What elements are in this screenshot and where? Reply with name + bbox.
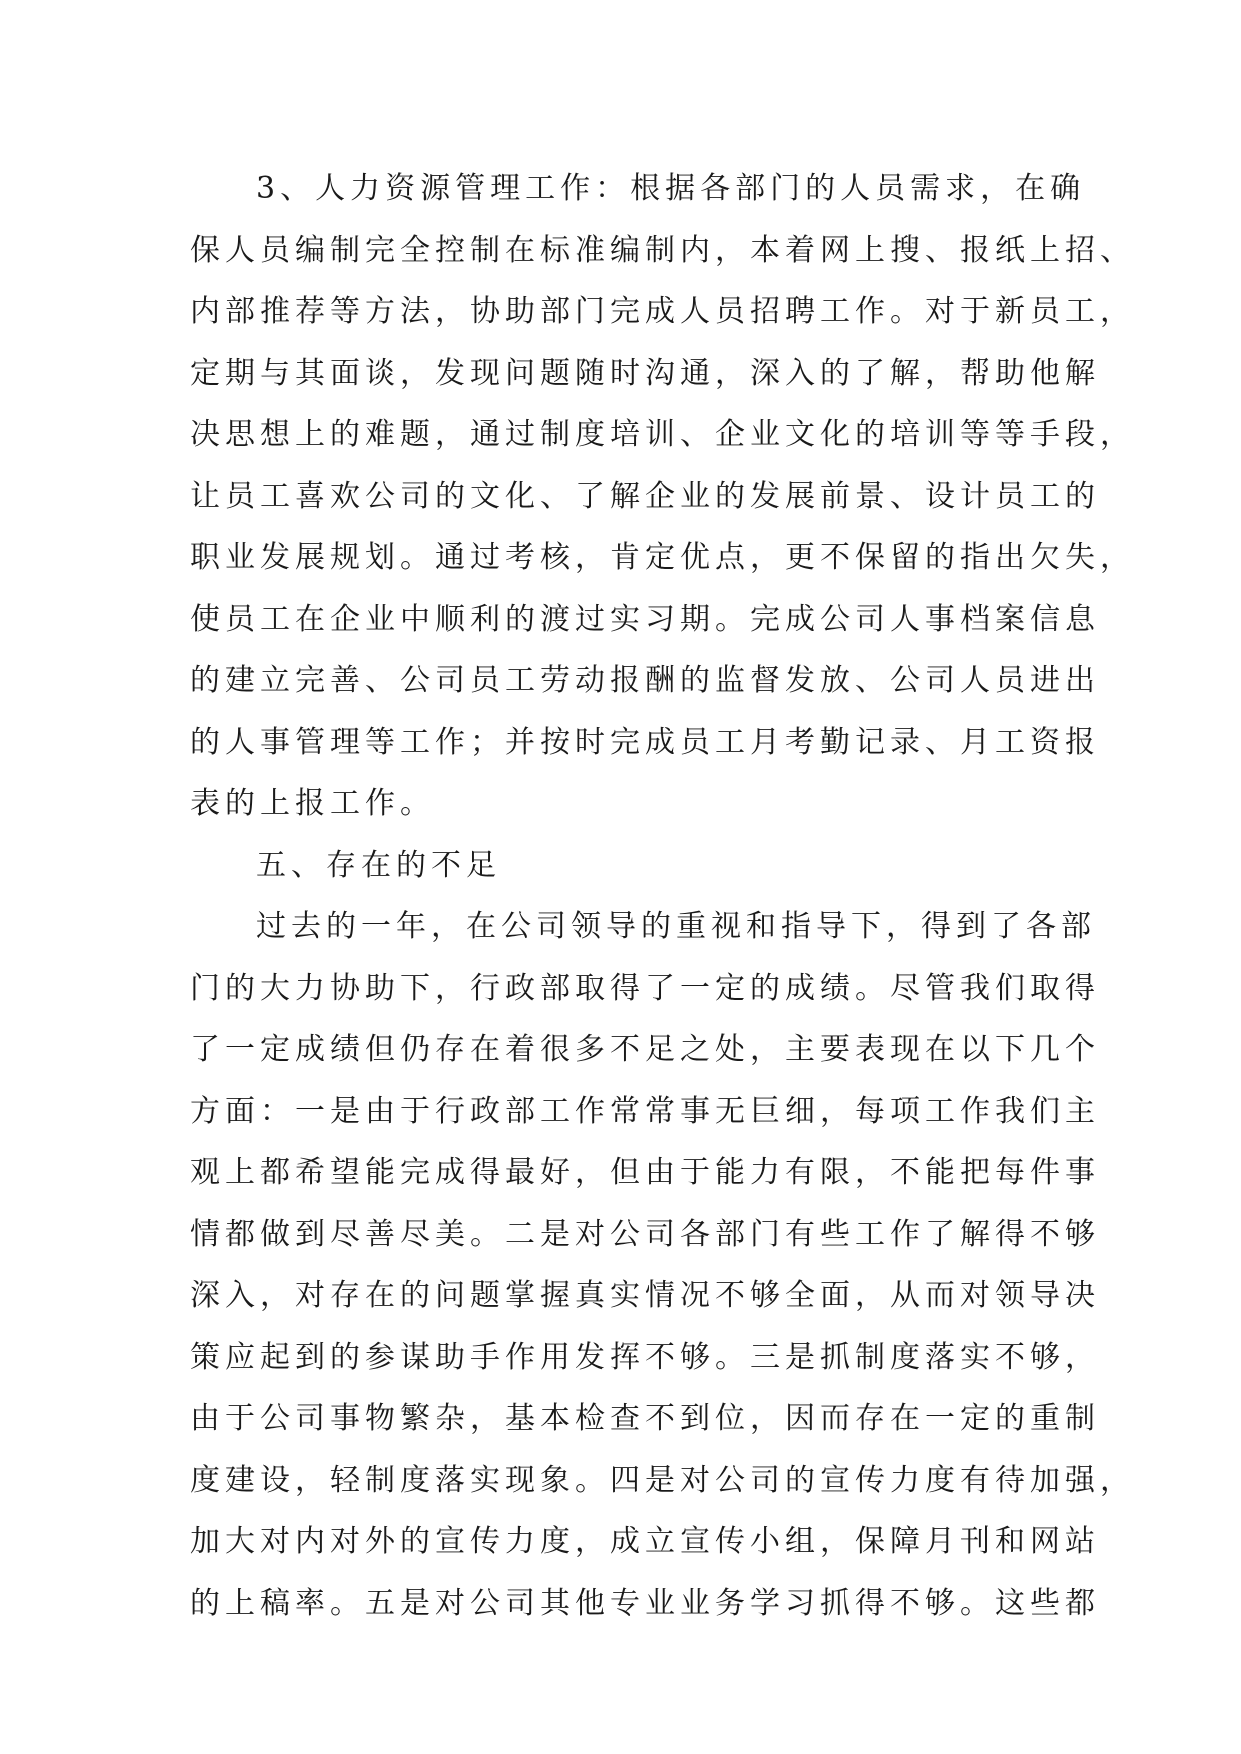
text-line: 了一定成绩但仍存在着很多不足之处，主要表现在以下几个 <box>190 1032 1100 1067</box>
text-line: 使员工在企业中顺利的渡过实习期。完成公司人事档案信息 <box>190 601 1100 637</box>
text-line: 内部推荐等方法，协助部门完成人员招聘工作。对于新员工， <box>190 294 1135 329</box>
text-line: 情都做到尽善尽美。二是对公司各部门有些工作了解得不够 <box>190 1216 1100 1252</box>
text-line: 由于公司事物繁杂，基本检查不到位，因而存在一定的重制 <box>190 1401 1100 1436</box>
text-line: 方面：一是由于行政部工作常常事无巨细，每项工作我们主 <box>190 1093 1100 1129</box>
text-line: 保人员编制完全控制在标准编制内，本着网上搜、报纸上招、 <box>190 232 1135 268</box>
text-line: 策应起到的参谋助手作用发挥不够。三是抓制度落实不够， <box>190 1339 1100 1375</box>
document-body <box>190 158 1135 1634</box>
text-line: 职业发展规划。通过考核，肯定优点，更不保留的指出欠失， <box>190 540 1135 575</box>
text-line: 的上稿率。五是对公司其他专业业务学习抓得不够。这些都 <box>190 1585 1100 1621</box>
text-line: 加大对内对外的宣传力度，成立宣传小组，保障月刊和网站 <box>190 1524 1100 1559</box>
text-line: 深入，对存在的问题掌握真实情况不够全面，从而对领导决 <box>190 1278 1100 1313</box>
text-line: 观上都希望能完成得最好，但由于能力有限，不能把每件事 <box>190 1155 1100 1190</box>
text-line: 决思想上的难题，通过制度培训、企业文化的培训等等手段， <box>190 417 1135 452</box>
text-line: 让员工喜欢公司的文化、了解企业的发展前景、设计员工的 <box>190 478 1100 514</box>
text-line: 的人事管理等工作；并按时完成员工月考勤记录、月工资报 <box>190 724 1100 760</box>
text-line: 定期与其面谈，发现问题随时沟通，深入的了解，帮助他解 <box>190 355 1100 391</box>
text-line: 门的大力协助下，行政部取得了一定的成绩。尽管我们取得 <box>190 970 1100 1006</box>
paragraph-hr-management-line: 3、人力资源管理工作：根据各部门的人员需求，在确 <box>256 171 1086 206</box>
text-line: 表的上报工作。 <box>190 786 435 821</box>
text-line: 的建立完善、公司员工劳动报酬的监督发放、公司人员进出 <box>190 663 1100 698</box>
text-line: 度建设，轻制度落实现象。四是对公司的宣传力度有待加强， <box>190 1462 1135 1498</box>
section-heading: 五、存在的不足 <box>256 847 501 883</box>
paragraph-shortcomings-line: 过去的一年，在公司领导的重视和指导下，得到了各部 <box>256 909 1096 944</box>
